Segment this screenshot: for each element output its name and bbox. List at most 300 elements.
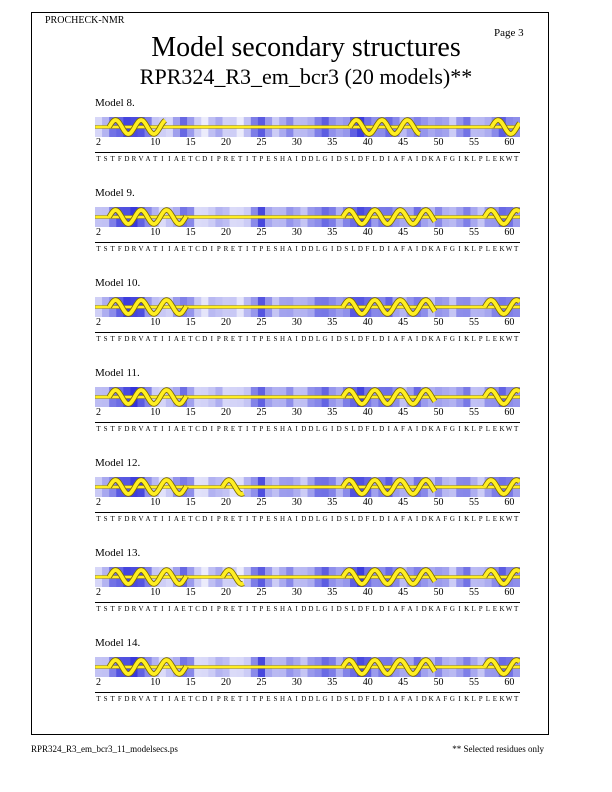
sequence-residue: A xyxy=(287,245,293,253)
sequence-residue: P xyxy=(478,695,483,703)
sequence-row xyxy=(95,332,520,343)
sequence-residue: I xyxy=(161,605,164,613)
sequence-residue: G xyxy=(322,605,328,613)
sequence-residue: S xyxy=(273,515,278,523)
sequence-residue: D xyxy=(202,425,208,433)
residue-tick-label: 20 xyxy=(221,587,232,598)
sequence-residue: T xyxy=(153,695,158,703)
sequence-residue: T xyxy=(237,245,243,253)
sequence-residue: A xyxy=(407,425,413,433)
sequence-residue: T xyxy=(252,335,257,343)
residue-tick-label: 60 xyxy=(504,137,515,148)
sequence-residue: L xyxy=(485,695,490,703)
sequence-residue: G xyxy=(449,245,455,253)
sequence-residue: P xyxy=(216,335,221,343)
sequence-residue: S xyxy=(103,245,108,253)
sequence-residue: I xyxy=(330,695,334,703)
sequence-residue: K xyxy=(499,245,505,253)
sequence-residue: I xyxy=(330,425,334,433)
sequence-residue: K xyxy=(428,605,434,613)
sequence-residue: D xyxy=(308,245,314,253)
residue-tick-label: 45 xyxy=(398,407,409,418)
sequence-residue: A xyxy=(407,605,413,613)
residue-tick-label: 55 xyxy=(468,137,479,148)
page-subtitle: RPR324_R3_em_bcr3 (20 models)** xyxy=(139,64,473,89)
sequence-residue: D xyxy=(336,155,342,163)
sequence-residue: I xyxy=(210,155,213,163)
sequence-residue: T xyxy=(188,335,193,343)
sequence-residue: D xyxy=(124,245,130,253)
sequence-residue: A xyxy=(407,155,413,163)
model-label: Model 12. xyxy=(95,457,141,469)
sequence-residue: A xyxy=(145,695,151,703)
sequence-residue: V xyxy=(138,335,144,343)
residue-tick-label: 45 xyxy=(398,227,409,238)
sequence-residue: D xyxy=(202,245,208,253)
residue-tick-label: 30 xyxy=(291,587,302,598)
residue-tick-label: 45 xyxy=(398,677,409,688)
sequence-residue: V xyxy=(138,605,144,613)
sequence-residue: I xyxy=(246,425,249,433)
sequence-residue: D xyxy=(379,605,385,613)
sequence-residue: V xyxy=(138,695,144,703)
residue-tick-label: 15 xyxy=(185,227,196,238)
residue-tick-label: 50 xyxy=(433,587,444,598)
sequence-residue: I xyxy=(415,245,419,253)
sequence-residue: A xyxy=(145,335,151,343)
residue-tick-label: 45 xyxy=(398,317,409,328)
residue-tick-label: 2 xyxy=(96,677,102,688)
sequence-residue: I xyxy=(458,425,461,433)
sequence-residue: T xyxy=(153,515,158,523)
sequence-residue: E xyxy=(230,425,236,433)
sequence-residue: D xyxy=(336,515,342,523)
residue-tick-label: 25 xyxy=(256,587,267,598)
sequence-residue: F xyxy=(365,425,370,433)
sequence-residue: S xyxy=(103,515,108,523)
residue-tick-label: 55 xyxy=(468,677,479,688)
residue-tick-label: 50 xyxy=(433,677,444,688)
sequence-residue: T xyxy=(96,605,101,613)
residue-axis xyxy=(0,677,612,691)
sequence-residue: D xyxy=(202,605,208,613)
sequence-residue: H xyxy=(280,245,286,253)
sequence-residue: F xyxy=(400,245,405,253)
sequence-residue: I xyxy=(210,425,213,433)
sequence-residue: D xyxy=(308,335,314,343)
sequence-residue: D xyxy=(379,335,385,343)
sequence-residue: F xyxy=(400,335,405,343)
sequence-residue: F xyxy=(443,605,448,613)
sequence-residue: F xyxy=(117,425,122,433)
sequence-residue: A xyxy=(287,335,293,343)
residue-tick-label: 25 xyxy=(256,317,267,328)
model-label: Model 8. xyxy=(95,97,135,109)
residue-tick-label: 60 xyxy=(504,587,515,598)
sequence-residue: T xyxy=(237,605,243,613)
sequence-residue: D xyxy=(357,515,363,523)
sequence-residue: T xyxy=(514,155,519,163)
sequence-residue: E xyxy=(492,515,498,523)
residue-tick-label: 25 xyxy=(256,227,267,238)
sequence-residue: T xyxy=(514,245,519,253)
residue-tick-label: 60 xyxy=(504,227,515,238)
sequence-residue: I xyxy=(415,335,419,343)
sequence-residue: T xyxy=(237,515,243,523)
residue-tick-label: 10 xyxy=(150,677,161,688)
sequence-residue: G xyxy=(449,425,455,433)
residue-tick-label: 35 xyxy=(327,497,338,508)
model-label: Model 14. xyxy=(95,637,141,649)
sequence-residue: A xyxy=(435,335,441,343)
sequence-residue: A xyxy=(145,425,151,433)
sequence-residue: F xyxy=(443,515,448,523)
sequence-residue: P xyxy=(216,155,221,163)
sequence-residue: L xyxy=(315,425,321,433)
sequence-row xyxy=(95,602,520,613)
residue-tick-label: 40 xyxy=(362,587,373,598)
sequence-residue: I xyxy=(387,425,390,433)
sequence-residue: V xyxy=(138,155,144,163)
sequence-residue: I xyxy=(415,155,419,163)
sequence-residue: A xyxy=(407,515,413,523)
sequence-residue: G xyxy=(322,335,328,343)
residue-axis xyxy=(0,137,612,151)
sequence-residue: D xyxy=(202,695,208,703)
sequence-residue: S xyxy=(103,335,108,343)
sequence-residue: I xyxy=(295,605,298,613)
sequence-residue: G xyxy=(322,425,328,433)
sequence-residue: I xyxy=(295,245,298,253)
sequence-residue: T xyxy=(110,605,115,613)
sequence-residue: I xyxy=(168,695,171,703)
sequence-residue: C xyxy=(195,695,200,703)
sequence-residue: A xyxy=(287,515,293,523)
sequence-residue: T xyxy=(252,425,257,433)
sequence-residue: P xyxy=(259,155,264,163)
sequence-residue: F xyxy=(443,245,448,253)
sequence-residue: R xyxy=(131,155,137,163)
sequence-residue: D xyxy=(308,425,314,433)
sequence-residue: C xyxy=(195,335,200,343)
sequence-residue: A xyxy=(407,335,413,343)
sequence-residue: A xyxy=(393,515,399,523)
sequence-residue: S xyxy=(344,245,349,253)
sequence-residue: T xyxy=(110,515,115,523)
sequence-residue: F xyxy=(400,155,405,163)
sequence-residue: T xyxy=(514,425,519,433)
sequence-residue: T xyxy=(514,335,519,343)
sequence-residue: R xyxy=(131,515,137,523)
sequence-residue: V xyxy=(138,245,144,253)
sequence-residue: E xyxy=(266,245,271,253)
sequence-residue: K xyxy=(499,425,505,433)
sequence-residue: F xyxy=(117,515,122,523)
sequence-residue: P xyxy=(478,155,483,163)
sequence-residue: K xyxy=(464,605,470,613)
sequence-residue: E xyxy=(492,695,498,703)
sequence-residue: V xyxy=(138,425,144,433)
sequence-residue: H xyxy=(280,425,286,433)
residue-tick-label: 50 xyxy=(433,497,444,508)
sequence-residue: T xyxy=(252,155,257,163)
sequence-residue: F xyxy=(365,155,370,163)
sequence-residue: I xyxy=(330,155,334,163)
page-number: Page 3 xyxy=(494,27,524,39)
sequence-residue: K xyxy=(428,695,434,703)
residue-tick-label: 2 xyxy=(96,227,102,238)
sequence-residue: G xyxy=(322,245,328,253)
sequence-residue: A xyxy=(173,245,179,253)
residue-axis xyxy=(0,317,612,331)
residue-tick-label: 20 xyxy=(221,677,232,688)
sequence-residue: A xyxy=(173,605,179,613)
sequence-residue: I xyxy=(295,515,298,523)
sequence-residue: L xyxy=(372,155,377,163)
sequence-residue: I xyxy=(168,245,171,253)
sequence-residue: S xyxy=(273,155,278,163)
sequence-residue: E xyxy=(230,605,236,613)
sequence-residue: A xyxy=(145,515,151,523)
sequence-residue: I xyxy=(415,605,419,613)
sequence-residue: W xyxy=(505,515,513,523)
sequence-residue: K xyxy=(499,695,505,703)
sequence-residue: A xyxy=(145,155,151,163)
sequence-residue: A xyxy=(393,155,399,163)
sequence-residue: P xyxy=(216,425,221,433)
sequence-residue: S xyxy=(273,695,278,703)
sequence-residue: D xyxy=(379,695,385,703)
sequence-residue: F xyxy=(443,155,448,163)
sequence-residue: I xyxy=(387,335,390,343)
sequence-residue: D xyxy=(124,335,130,343)
residue-tick-label: 50 xyxy=(433,137,444,148)
sequence-residue: T xyxy=(514,515,519,523)
secondary-structure-strip xyxy=(95,117,520,137)
sequence-residue: R xyxy=(131,695,137,703)
sequence-residue: R xyxy=(131,245,137,253)
sequence-residue: I xyxy=(161,245,164,253)
sequence-residue: T xyxy=(153,605,158,613)
sequence-residue: A xyxy=(435,515,441,523)
sequence-residue: D xyxy=(336,695,342,703)
sequence-residue: T xyxy=(188,245,193,253)
sequence-residue: D xyxy=(421,245,427,253)
sequence-residue: L xyxy=(485,335,490,343)
sequence-residue: K xyxy=(464,515,470,523)
residue-tick-label: 40 xyxy=(362,497,373,508)
sequence-residue: F xyxy=(365,695,370,703)
residue-tick-label: 20 xyxy=(221,227,232,238)
sequence-residue: L xyxy=(372,245,377,253)
sequence-residue: D xyxy=(336,245,342,253)
sequence-residue: D xyxy=(336,335,342,343)
sequence-residue: R xyxy=(223,695,229,703)
sequence-residue: E xyxy=(266,695,271,703)
sequence-residue: V xyxy=(138,515,144,523)
sequence-residue: F xyxy=(400,425,405,433)
sequence-residue: I xyxy=(161,425,164,433)
sequence-residue: L xyxy=(351,245,356,253)
sequence-residue: D xyxy=(357,155,363,163)
sequence-residue: S xyxy=(273,245,278,253)
sequence-residue: E xyxy=(181,335,186,343)
sequence-residue: E xyxy=(181,245,186,253)
residue-tick-label: 35 xyxy=(327,587,338,598)
sequence-residue: D xyxy=(301,425,307,433)
sequence-residue: I xyxy=(168,605,171,613)
secondary-structure-strip xyxy=(95,657,520,677)
residue-tick-label: 40 xyxy=(362,317,373,328)
sequence-residue: D xyxy=(336,605,342,613)
sequence-residue: I xyxy=(458,605,461,613)
residue-tick-label: 30 xyxy=(291,227,302,238)
sequence-residue: F xyxy=(117,335,122,343)
residue-tick-label: 2 xyxy=(96,587,102,598)
sequence-residue: W xyxy=(505,335,513,343)
sequence-residue: T xyxy=(153,425,158,433)
residue-tick-label: 40 xyxy=(362,227,373,238)
residue-tick-label: 35 xyxy=(327,677,338,688)
sequence-residue: P xyxy=(259,515,264,523)
sequence-residue: D xyxy=(124,515,130,523)
sequence-residue: C xyxy=(195,245,200,253)
sequence-residue: I xyxy=(458,515,461,523)
sequence-residue: E xyxy=(492,155,498,163)
sequence-residue: L xyxy=(315,605,321,613)
sequence-residue: L xyxy=(471,245,476,253)
sequence-residue: D xyxy=(301,155,307,163)
sequence-residue: R xyxy=(223,335,229,343)
residue-tick-label: 55 xyxy=(468,317,479,328)
sequence-residue: T xyxy=(237,155,243,163)
sequence-residue: A xyxy=(145,245,151,253)
residue-tick-label: 20 xyxy=(221,407,232,418)
sequence-residue: I xyxy=(458,245,461,253)
sequence-residue: D xyxy=(421,425,427,433)
sequence-residue: T xyxy=(252,245,257,253)
sequence-residue: I xyxy=(161,695,164,703)
sequence-residue: I xyxy=(168,425,171,433)
residue-tick-label: 25 xyxy=(256,497,267,508)
sequence-residue: C xyxy=(195,605,200,613)
residue-tick-label: 2 xyxy=(96,137,102,148)
sequence-residue: P xyxy=(259,245,264,253)
sequence-residue: L xyxy=(315,335,321,343)
sequence-residue: K xyxy=(499,605,505,613)
sequence-residue: G xyxy=(322,695,328,703)
sequence-residue: F xyxy=(443,695,448,703)
sequence-residue: S xyxy=(344,155,349,163)
sequence-residue: I xyxy=(415,425,419,433)
model-label: Model 10. xyxy=(95,277,141,289)
sequence-residue: S xyxy=(344,605,349,613)
sequence-residue: I xyxy=(210,605,213,613)
secondary-structure-strip xyxy=(95,477,520,497)
residue-tick-label: 55 xyxy=(468,227,479,238)
residue-tick-label: 40 xyxy=(362,407,373,418)
residue-tick-label: 10 xyxy=(150,407,161,418)
sequence-residue: D xyxy=(202,335,208,343)
sequence-residue: D xyxy=(421,335,427,343)
residue-tick-label: 60 xyxy=(504,407,515,418)
sequence-residue: I xyxy=(246,335,249,343)
sequence-residue: T xyxy=(252,515,257,523)
residue-tick-label: 10 xyxy=(150,137,161,148)
sequence-residue: I xyxy=(161,335,164,343)
sequence-residue: W xyxy=(505,605,513,613)
sequence-residue: G xyxy=(322,515,328,523)
sequence-residue: F xyxy=(443,425,448,433)
sequence-residue: P xyxy=(259,335,264,343)
sequence-residue: K xyxy=(499,335,505,343)
sequence-residue: E xyxy=(230,515,236,523)
sequence-residue: A xyxy=(173,155,179,163)
residue-tick-label: 25 xyxy=(256,137,267,148)
sequence-residue: C xyxy=(195,155,200,163)
sequence-residue: T xyxy=(153,155,158,163)
sequence-residue: L xyxy=(471,695,476,703)
sequence-residue: E xyxy=(266,335,271,343)
sequence-residue: I xyxy=(458,155,461,163)
sequence-residue: K xyxy=(428,335,434,343)
model-block xyxy=(0,187,612,277)
residue-tick-label: 10 xyxy=(150,587,161,598)
sequence-residue: A xyxy=(287,605,293,613)
sequence-residue: W xyxy=(505,155,513,163)
sequence-residue: L xyxy=(471,425,476,433)
residue-tick-label: 50 xyxy=(433,407,444,418)
sequence-residue: A xyxy=(435,695,441,703)
sequence-residue: D xyxy=(124,695,130,703)
sequence-residue: I xyxy=(458,335,461,343)
sequence-residue: E xyxy=(181,155,186,163)
residue-tick-label: 25 xyxy=(256,677,267,688)
sequence-residue: W xyxy=(505,245,513,253)
sequence-residue: S xyxy=(273,425,278,433)
sequence-residue: E xyxy=(230,335,236,343)
sequence-residue: T xyxy=(252,605,257,613)
sequence-residue: A xyxy=(173,515,179,523)
sequence-residue: D xyxy=(308,155,314,163)
sequence-residue: K xyxy=(464,245,470,253)
sequence-residue: I xyxy=(246,245,249,253)
model-block xyxy=(0,277,612,367)
sequence-residue: F xyxy=(117,695,122,703)
sequence-residue: L xyxy=(485,515,490,523)
sequence-residue: I xyxy=(387,245,390,253)
sequence-residue: A xyxy=(145,605,151,613)
sequence-residue: P xyxy=(216,515,221,523)
sequence-row xyxy=(95,692,520,703)
sequence-residue: F xyxy=(443,335,448,343)
residue-tick-label: 60 xyxy=(504,497,515,508)
sequence-residue: S xyxy=(103,425,108,433)
sequence-residue: R xyxy=(223,245,229,253)
sequence-residue: I xyxy=(295,155,298,163)
sequence-residue: H xyxy=(280,155,286,163)
sequence-residue: H xyxy=(280,335,286,343)
model-label: Model 11. xyxy=(95,367,140,379)
sequence-residue: E xyxy=(230,695,236,703)
sequence-residue: K xyxy=(428,155,434,163)
sequence-residue: F xyxy=(400,515,405,523)
secondary-structure-strip xyxy=(95,207,520,227)
model-block xyxy=(0,637,612,727)
model-block xyxy=(0,97,612,187)
sequence-residue: A xyxy=(393,425,399,433)
sequence-residue: T xyxy=(514,695,519,703)
